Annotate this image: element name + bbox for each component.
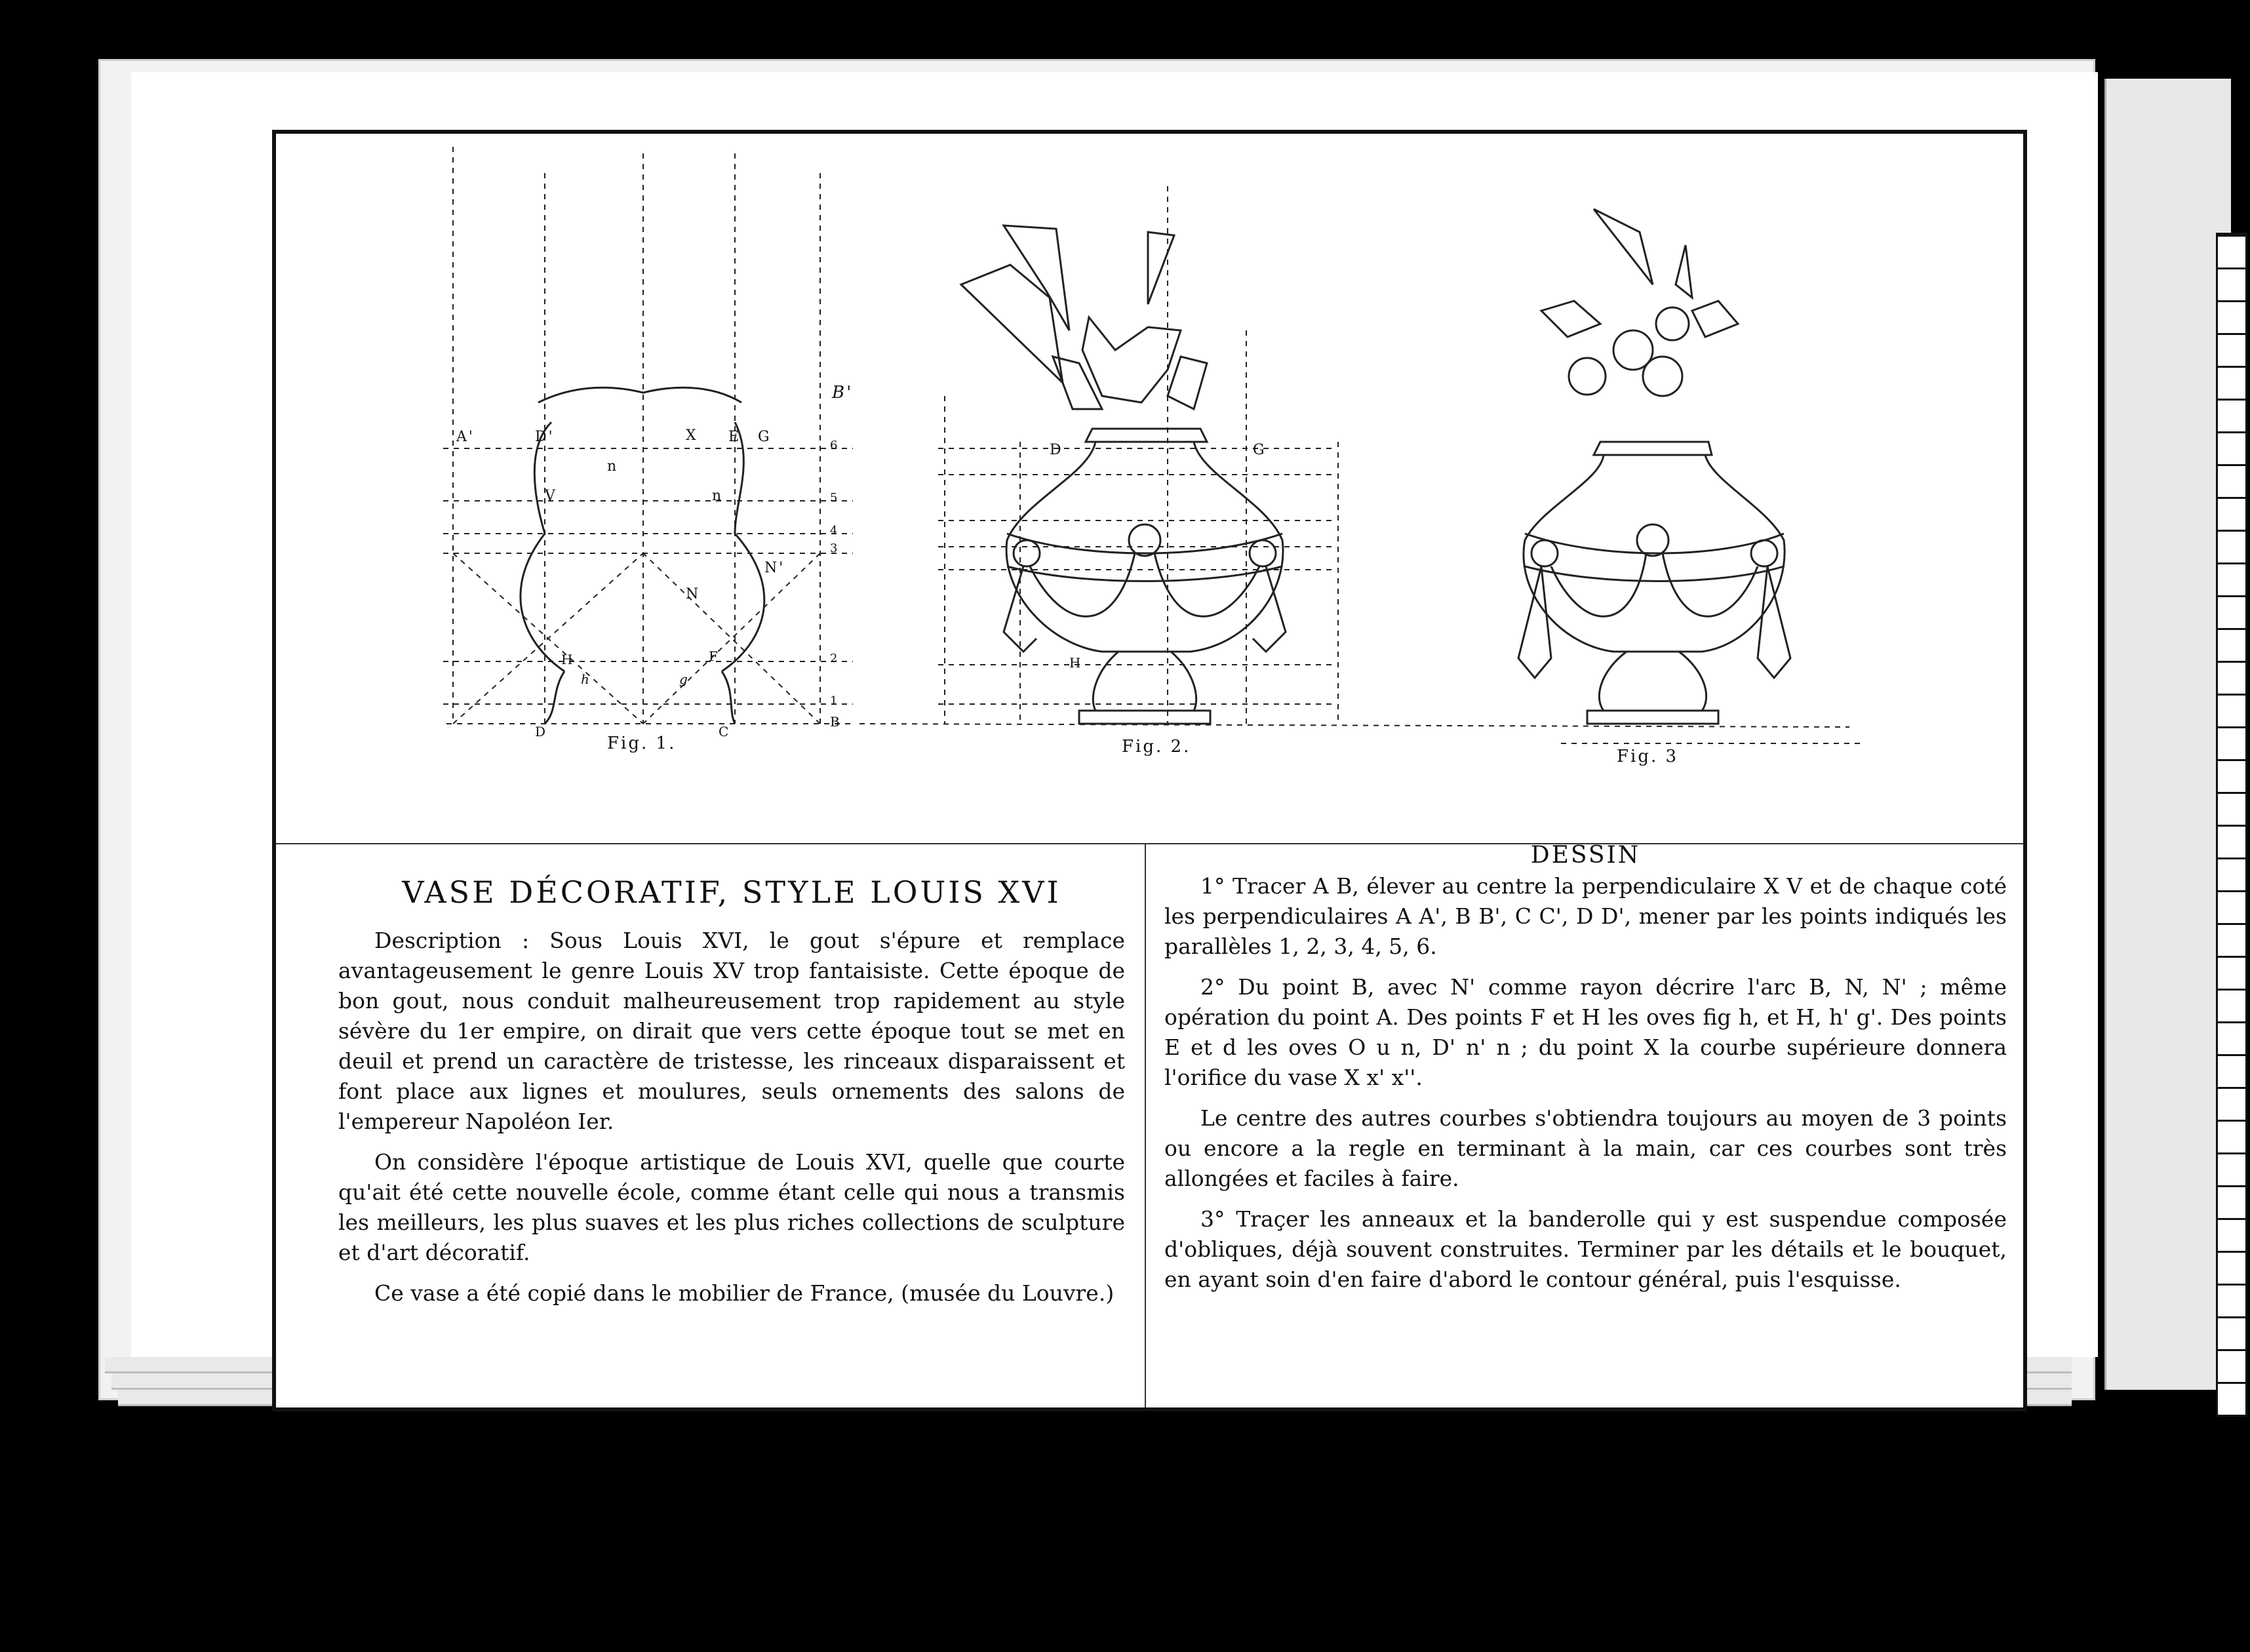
fig1-line-number: 3	[830, 541, 840, 555]
description-column	[338, 875, 1125, 1319]
fig2-point-label: D	[1050, 442, 1063, 458]
fig1-point-label: C	[719, 724, 731, 739]
ruler-tick	[2218, 1185, 2245, 1187]
ruler-tick	[2218, 1087, 2245, 1089]
instructions-paragraph: 2° Du point B, avec N' comme rayon décrire l'arc B, N, N' ; même opération du point A. Des points F et H les oves fig h, et H, h' g'. Des points E et d les oves O u n, D' n' n ; du point X la courbe supérieure donnera l'orifice du vase X x' x''.	[1164, 974, 2007, 1090]
ruler-tick	[2218, 1349, 2245, 1351]
ruler-strip	[2216, 233, 2247, 1417]
fig1-line-number: 5	[830, 491, 840, 505]
fig1-point-label: D'	[535, 429, 555, 445]
fig1-point-label: B	[830, 714, 842, 730]
ruler-tick	[2218, 333, 2245, 335]
ruler-tick	[2218, 464, 2245, 466]
instructions-title: DESSIN	[1530, 842, 1641, 869]
page-tab	[2104, 79, 2231, 1390]
fig1-point-label: V	[545, 488, 557, 504]
ruler-tick	[2218, 989, 2245, 991]
ruler-tick	[2218, 595, 2245, 597]
fig1-caption: Fig. 1.	[607, 734, 677, 753]
fig1-point-label: g	[679, 671, 690, 687]
ruler-tick	[2218, 267, 2245, 269]
instructions-paragraph: Le centre des autres courbes s'obtiendra toujours au moyen de 3 points ou encore a la regle en terminant à la main, car ces courbes sont très allongées et faciles à faire.	[1164, 1105, 2007, 1191]
ruler-tick	[2218, 235, 2245, 237]
ruler-tick	[2218, 857, 2245, 859]
fig1-point-label: D	[535, 724, 548, 739]
ruler-tick	[2218, 1021, 2245, 1023]
fig1-point-label: E	[728, 429, 741, 445]
fig2-caption: Fig. 2.	[1122, 737, 1191, 757]
ruler-tick	[2218, 300, 2245, 302]
fig1-point-label: n	[712, 488, 724, 504]
ruler-tick	[2218, 1251, 2245, 1253]
description-paragraph: On considère l'époque artistique de Louis XVI, quelle que courte qu'ait été cette nouvelle école, comme étant celle qui nous a transmis les meilleurs, les plus suaves et les plus riches collections de sculpture et d'art décoratif.	[338, 1149, 1125, 1265]
ruler-tick	[2218, 530, 2245, 532]
ruler-tick	[2218, 366, 2245, 368]
fig1-point-label: F	[709, 648, 720, 664]
fig1-line-number: 1	[830, 694, 840, 708]
ruler-tick	[2218, 628, 2245, 630]
fig1-point-label: h	[581, 671, 591, 687]
fig1-line-number: 4	[830, 524, 840, 538]
fig1-line-number: 6	[830, 439, 840, 452]
instructions-paragraph: 1° Tracer A B, élever au centre la perpendiculaire X V et de chaque coté les perpendiculaires A A', B B', C C', D D', mener par les points indiqués les parallèles 1, 2, 3, 4, 5, 6.	[1164, 873, 2007, 959]
ruler-tick	[2218, 890, 2245, 892]
ruler-tick	[2218, 792, 2245, 794]
fig1-point-label: B'	[832, 383, 854, 403]
fig1-line-number: 2	[830, 652, 840, 665]
ruler-tick	[2218, 1152, 2245, 1154]
fig1-point-label: n	[607, 458, 619, 475]
ruler-tick	[2218, 1218, 2245, 1220]
ruler-tick	[2218, 956, 2245, 958]
ruler-tick	[2218, 497, 2245, 499]
ruler-tick	[2218, 923, 2245, 925]
ruler-tick	[2218, 1054, 2245, 1056]
ruler-tick	[2218, 759, 2245, 761]
ruler-tick	[2218, 661, 2245, 663]
ruler-tick	[2218, 399, 2245, 401]
fig1-point-label: G	[758, 429, 772, 445]
ruler-tick	[2218, 726, 2245, 728]
ruler-tick	[2218, 562, 2245, 564]
fig3-caption: Fig. 3	[1617, 747, 1679, 766]
fig1-point-label: N'	[764, 560, 785, 576]
ruler-tick	[2218, 694, 2245, 696]
instructions-paragraph: 3° Traçer les anneaux et la banderolle qui y est suspendue composée d'obliques, déjà souvent construites. Terminer par les détails et le bouquet, en ayant soin d'en faire d'abord le contour général, puis l'esquisse.	[1164, 1206, 2007, 1292]
ruler-tick	[2218, 1316, 2245, 1318]
fig1-point-label: H	[561, 652, 575, 667]
fig2-point-label: H	[1069, 655, 1083, 671]
ruler-tick	[2218, 1284, 2245, 1286]
column-divider	[1145, 843, 1146, 1407]
ruler-tick	[2218, 431, 2245, 433]
fig1-point-label: A'	[456, 429, 475, 445]
fig1-point-label: X	[686, 427, 698, 444]
fig2-point-label: G	[1253, 442, 1267, 458]
plate	[272, 130, 2027, 1411]
description-title: VASE DÉCORATIF, STYLE LOUIS XVI	[402, 875, 1061, 910]
fig1-point-label: N	[686, 586, 701, 602]
figures-area	[276, 134, 2023, 819]
ruler-tick	[2218, 1120, 2245, 1122]
figures-drawing	[276, 134, 2023, 819]
drawing-instructions-column	[1164, 842, 2007, 1305]
ruler-tick	[2218, 1382, 2245, 1384]
description-paragraph: Ce vase a été copié dans le mobilier de France, (musée du Louvre.)	[374, 1280, 1115, 1306]
description-paragraph: Description : Sous Louis XVI, le gout s'épure et remplace avantageusement le genre Louis XV trop fantaisiste. Cette époque de bon gout, nous conduit malheureusement trop rapidement au style sévère du 1er empire, on dirait que vers cette époque tout se met en deuil et prend un caractère de tristesse, les rinceaux disparaissent et font place aux lignes et moulures, seuls ornements des salons de l'empereur Napoléon Ier.	[338, 928, 1125, 1134]
ruler-tick	[2218, 825, 2245, 827]
